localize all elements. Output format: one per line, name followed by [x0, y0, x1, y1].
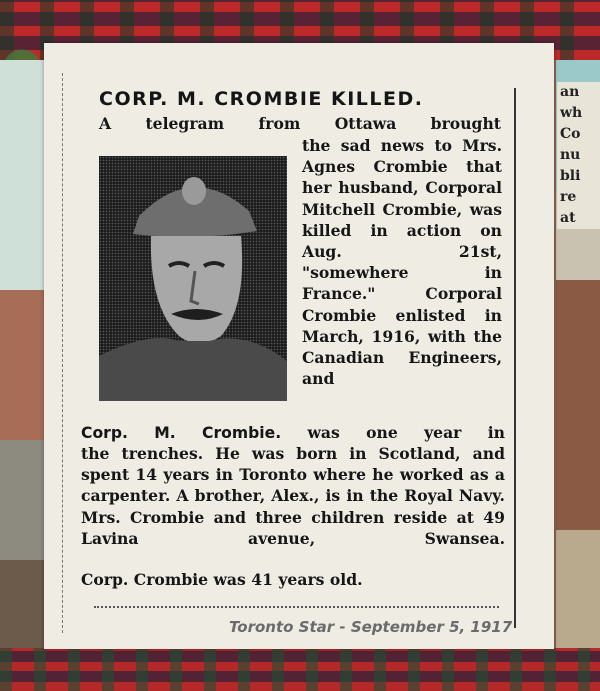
- adjacent-fragment: an: [560, 84, 580, 100]
- adjacent-fragment: nu: [560, 147, 581, 163]
- adjacent-fragment: wh: [560, 105, 583, 121]
- article-headline: CORP. M. CROMBIE KILLED.: [99, 88, 424, 110]
- article-closing-text: the trenches. He was born in Scotland, and spent 14 years in Toronto where he worked as a carpenter. A brother, Alex., is in the Royal Navy. Mrs. Crombie and three children reside at 49 Lavina avenue, Swansea.: [81, 444, 505, 548]
- column-rule: [514, 88, 516, 628]
- photo-caption: Corp. M. Crombie.: [81, 424, 282, 442]
- adjacent-fragment: Co: [560, 126, 581, 142]
- adjacent-column-text: [557, 82, 600, 229]
- newspaper-clipping: [44, 43, 554, 649]
- clipping-bottom-rule: [94, 606, 499, 610]
- article-final-line: Corp. Crombie was 41 years old.: [81, 570, 363, 589]
- adjacent-fragment: bli: [560, 168, 581, 184]
- source-citation: Toronto Star - September 5, 1917: [229, 618, 513, 636]
- postcard-scene-left: [0, 60, 44, 660]
- caption-line: [81, 422, 505, 444]
- soldier-portrait: [99, 156, 287, 401]
- adjacent-fragment: re: [560, 189, 577, 205]
- caption-continuation: was one year in: [307, 423, 505, 442]
- adjacent-fragment: at: [560, 210, 576, 226]
- article-lead-line: A telegram from Ottawa brought: [99, 114, 501, 133]
- article-wrapped-text: the sad news to Mrs. Agnes Crombie that her husband, Corporal Mitchell Crombie, was killed in action on Aug. 21st, "somewhere in France." Corporal Crombie enlisted in March, 1916, with the Canadian Engineers, and: [302, 136, 502, 389]
- tartan-border-bottom: [0, 648, 600, 691]
- clipping-edge: [62, 73, 64, 633]
